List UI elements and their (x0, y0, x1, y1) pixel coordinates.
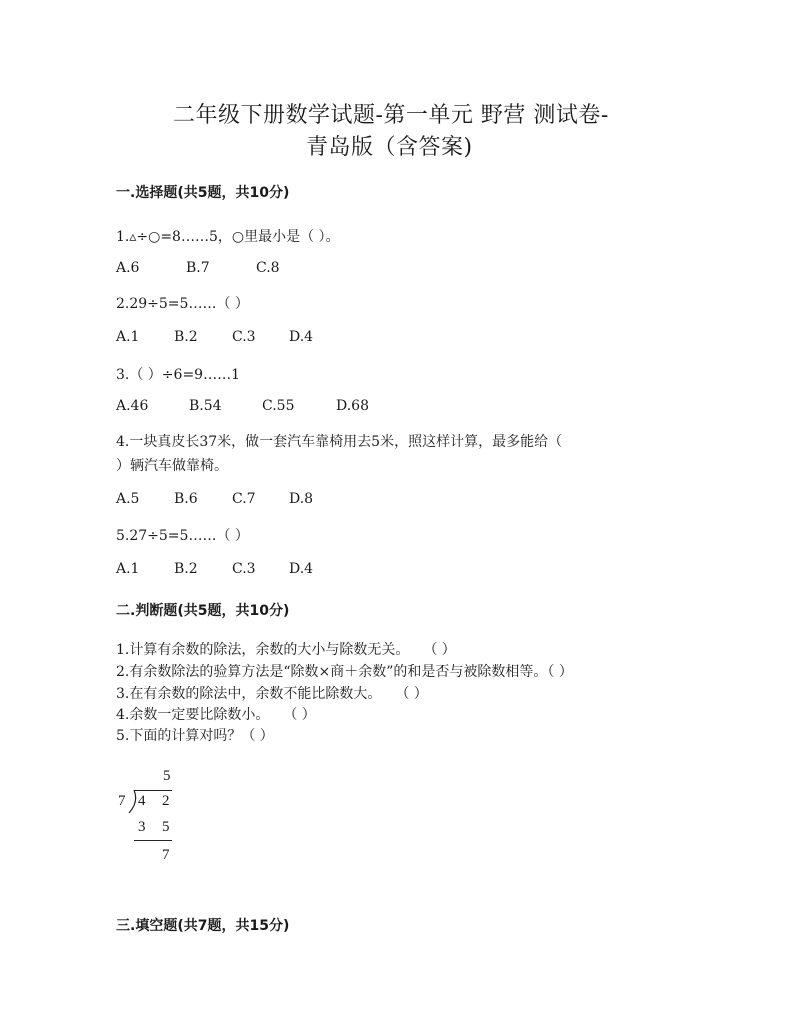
division-divisor: 7 (118, 793, 126, 809)
option-c: C.3 (232, 329, 256, 345)
judgement-item: 4.余数一定要比除数小。 （ ） (116, 707, 316, 723)
division-bracket-curve (127, 790, 137, 814)
question-stem: 5.27÷5=5……（ ） (116, 528, 249, 544)
option-c: C.55 (262, 398, 295, 414)
question-stem-line1: 4.一块真皮长37米，做一套汽车靠椅用去5米，照这样计算，最多能给（ (116, 434, 563, 450)
section-heading-judgement: 二.判断题(共5题，共10分) (116, 603, 290, 619)
option-b: B.2 (174, 561, 198, 577)
division-dividend-tens: 4 (138, 793, 146, 809)
option-d: D.4 (289, 561, 314, 577)
judgement-item: 2.有余数除法的验算方法是“除数×商＋余数”的和是否与被除数相等。（ ） (116, 664, 573, 680)
option-d: D.8 (289, 491, 314, 507)
question-stem: 2.29÷5=5……（ ） (116, 296, 249, 312)
option-a: A.1 (116, 561, 140, 577)
option-a: A.46 (116, 398, 149, 414)
option-b: B.6 (174, 491, 198, 507)
option-c: C.3 (232, 561, 256, 577)
division-product-tens: 3 (138, 819, 146, 835)
division-dividend-ones: 2 (162, 793, 170, 809)
division-product-ones: 5 (162, 819, 170, 835)
option-c: C.7 (232, 491, 256, 507)
option-a: A.6 (116, 260, 140, 276)
option-a: A.1 (116, 329, 140, 345)
question-stem-line2: ）辆汽车做靠椅。 (116, 458, 228, 474)
option-b: B.54 (189, 398, 222, 414)
option-d: D.4 (289, 329, 314, 345)
judgement-item: 1.计算有余数的除法，余数的大小与除数无关。 （ ） (116, 642, 456, 658)
option-b: B.2 (174, 329, 198, 345)
question-stem: 3.（ ）÷6=9……1 (116, 367, 240, 383)
division-remainder: 7 (162, 847, 170, 863)
division-quotient: 5 (163, 768, 171, 784)
document-title-line1: 二年级下册数学试题-第一单元 野营 测试卷- (173, 103, 609, 128)
division-bracket-bar (134, 790, 172, 791)
section-heading-fill-blank: 三.填空题(共7题，共15分) (116, 918, 290, 934)
judgement-item: 5.下面的计算对吗？（ ） (116, 728, 274, 744)
option-c: C.8 (256, 260, 280, 276)
division-subtraction-line (134, 840, 172, 841)
document-title-line2: 青岛版（含答案) (306, 135, 473, 160)
option-b: B.7 (186, 260, 210, 276)
question-stem: 1.▵÷○=8……5，○里最小是（ ）。 (116, 229, 340, 245)
judgement-item: 3.在有余数的除法中，余数不能比除数大。 （ ） (116, 686, 428, 702)
option-a: A.5 (116, 491, 140, 507)
section-heading-choice: 一.选择题(共5题，共10分) (116, 185, 290, 201)
option-d: D.68 (336, 398, 369, 414)
